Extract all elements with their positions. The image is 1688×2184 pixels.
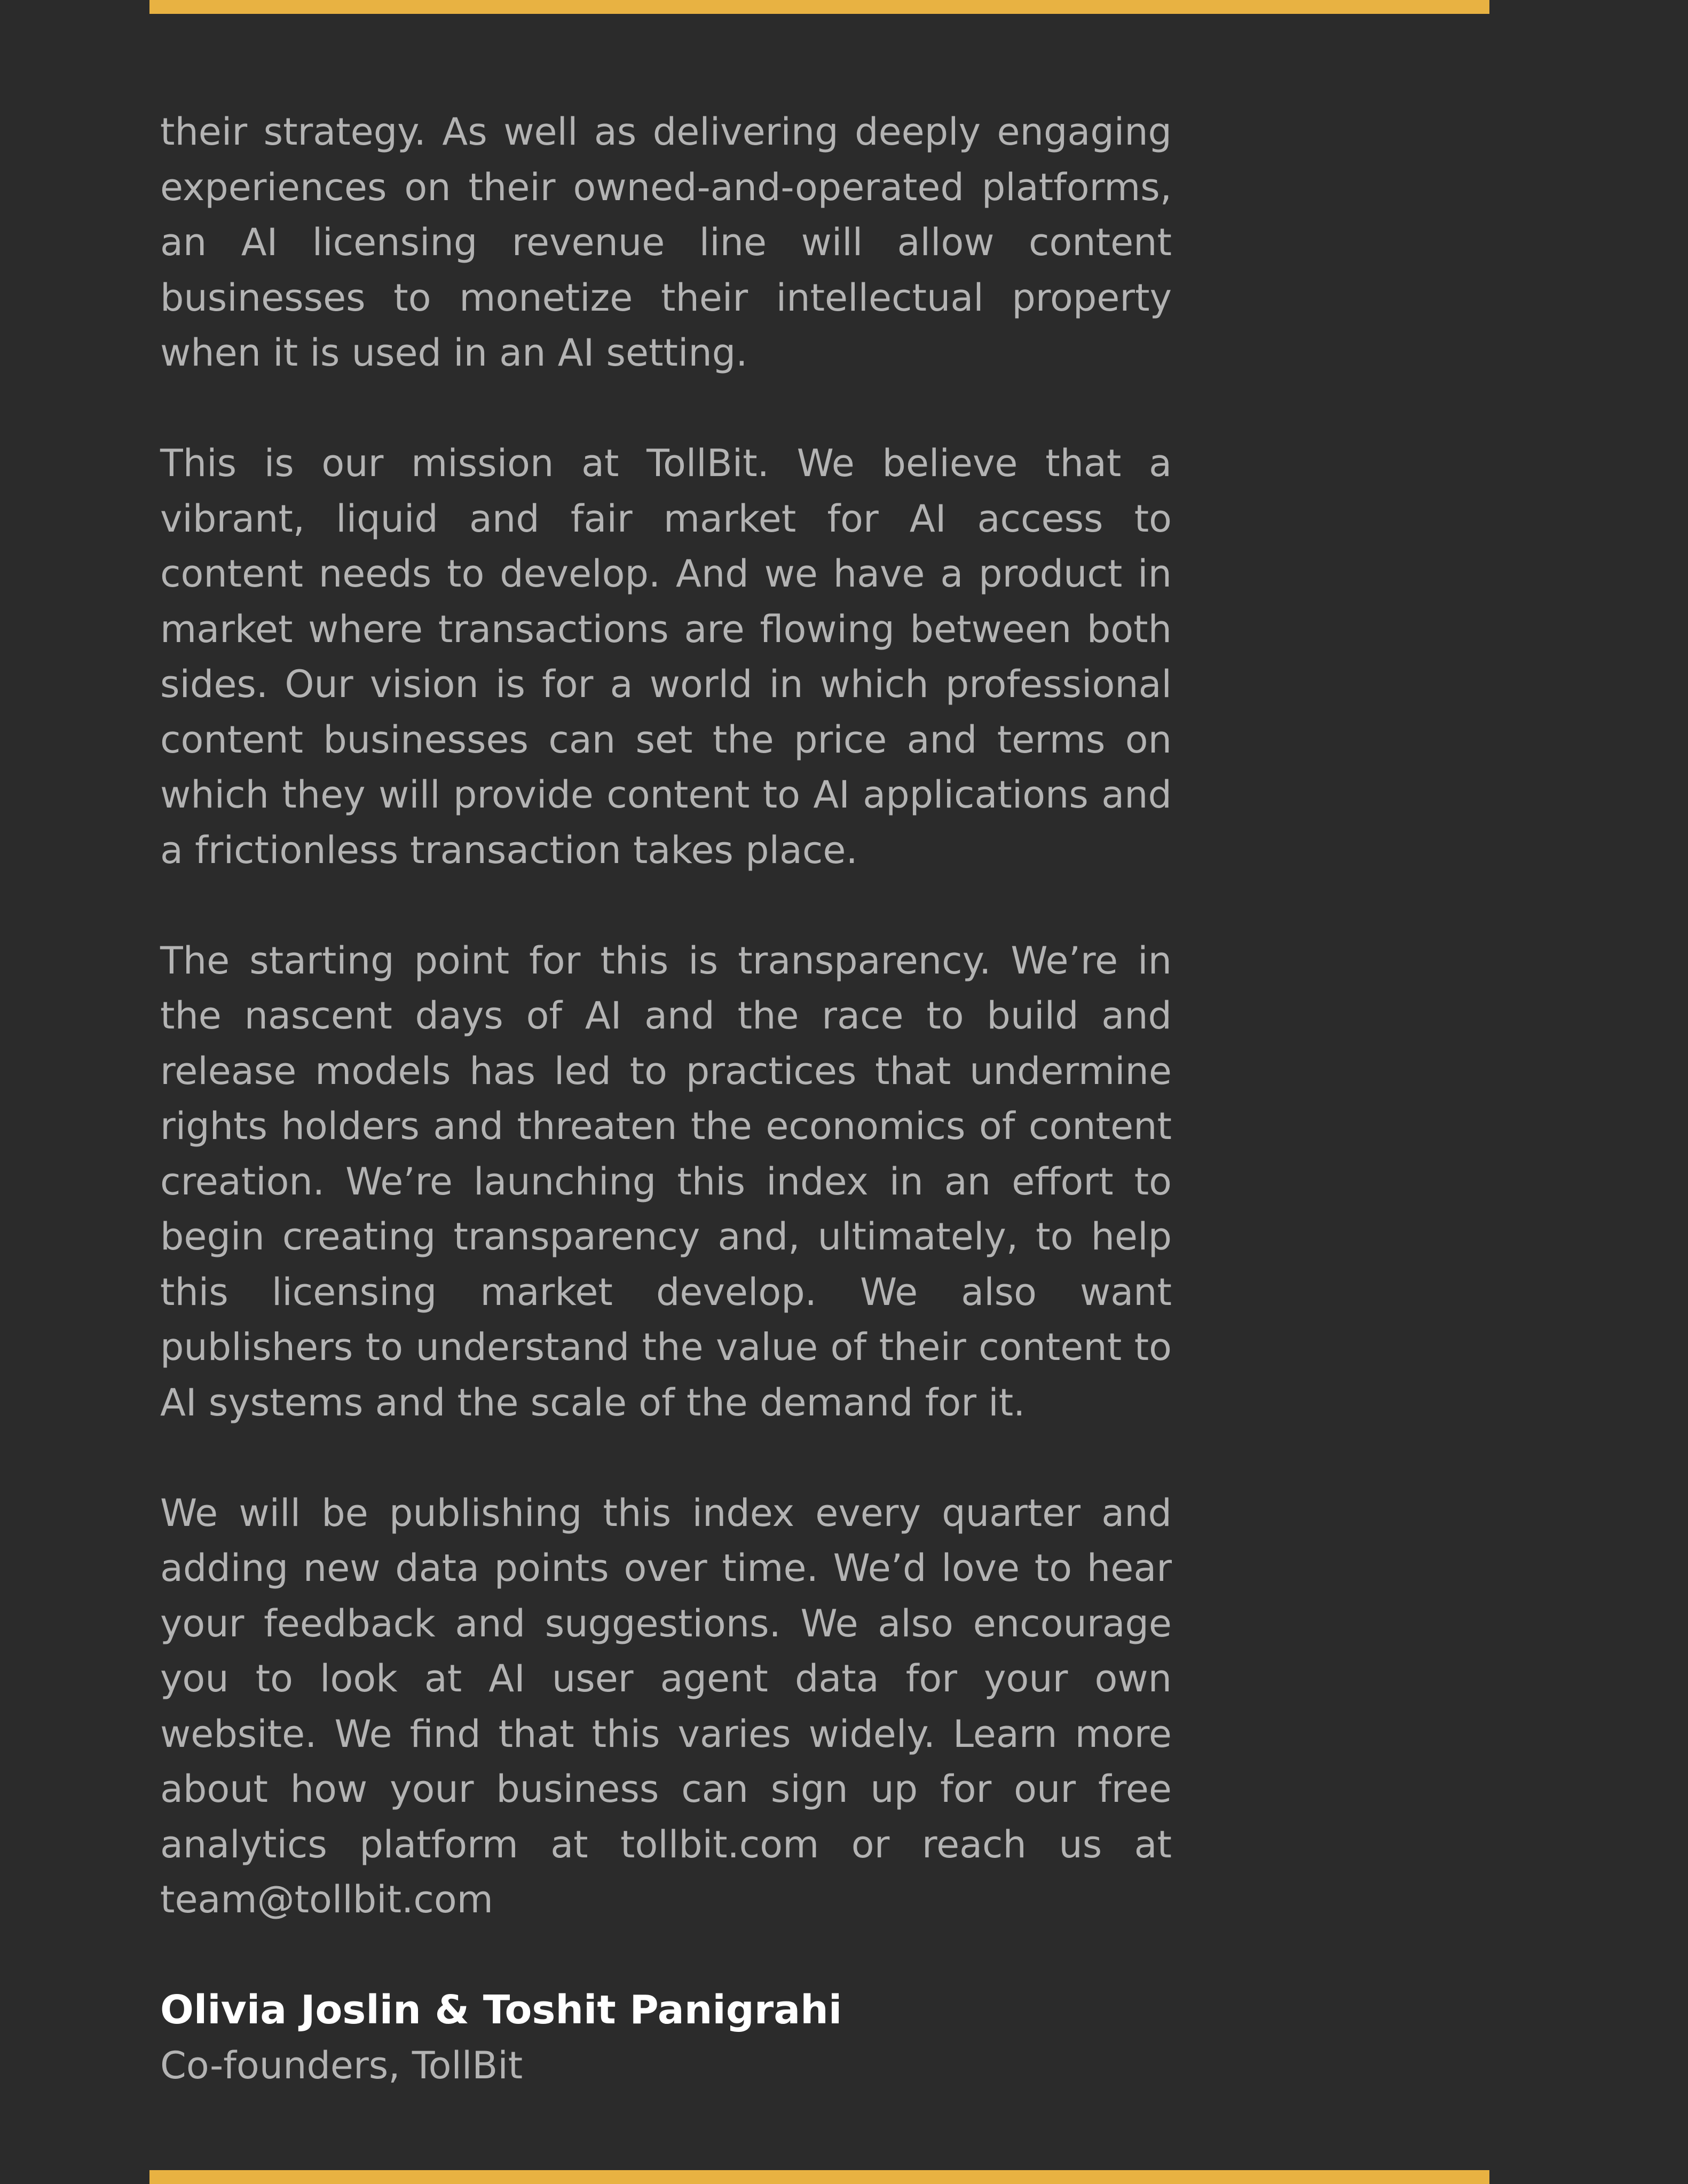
paragraph-mission: This is our mission at TollBit. We believe that a vibrant, liquid and fair market for AI access to content needs to develop. And we have a product in market where transactions are flowing between both sides. Our vision is for a world in which professional content businesses can set the price and terms on which they will provide content to AI applications and a frictionless transaction takes place. xyxy=(160,441,1172,872)
paragraph-strategy: their strategy. As well as delivering deeply engaging experiences on their owned-and-operated platforms, an AI licensing revenue line will allow content businesses to monetize their intellectual property when it is used in an AI setting. xyxy=(160,110,1172,375)
paragraph-transparency: The starting point for this is transparency. We’re in the nascent days of AI and the race to build and release models has led to practices that undermine rights holders and threaten the economics of content creation. We’re launching this index in an effort to begin creating transparency and, ultimately, to help this licensing market develop. We also want publishers to understand the value of their content to AI systems and the scale of the demand for it. xyxy=(160,938,1172,1425)
signature-names: Olivia Joslin & Toshit Panigrahi xyxy=(160,1987,842,2033)
letter-body xyxy=(160,105,1172,2093)
signature-role: Co-founders, TollBit xyxy=(160,2043,523,2087)
signature-block xyxy=(160,1983,1172,2093)
top-accent-bar xyxy=(149,0,1489,14)
bottom-accent-bar xyxy=(149,2170,1489,2184)
paragraph-publishing: We will be publishing this index every quarter and adding new data points over time. We’d love to hear your feedback and suggestions. We also encourage you to look at AI user agent data for your own website. We find that this varies widely. Learn more about how your business can sign up for our free analytics platform at tollbit.com or reach us at team@tollbit.com xyxy=(160,1491,1172,1921)
